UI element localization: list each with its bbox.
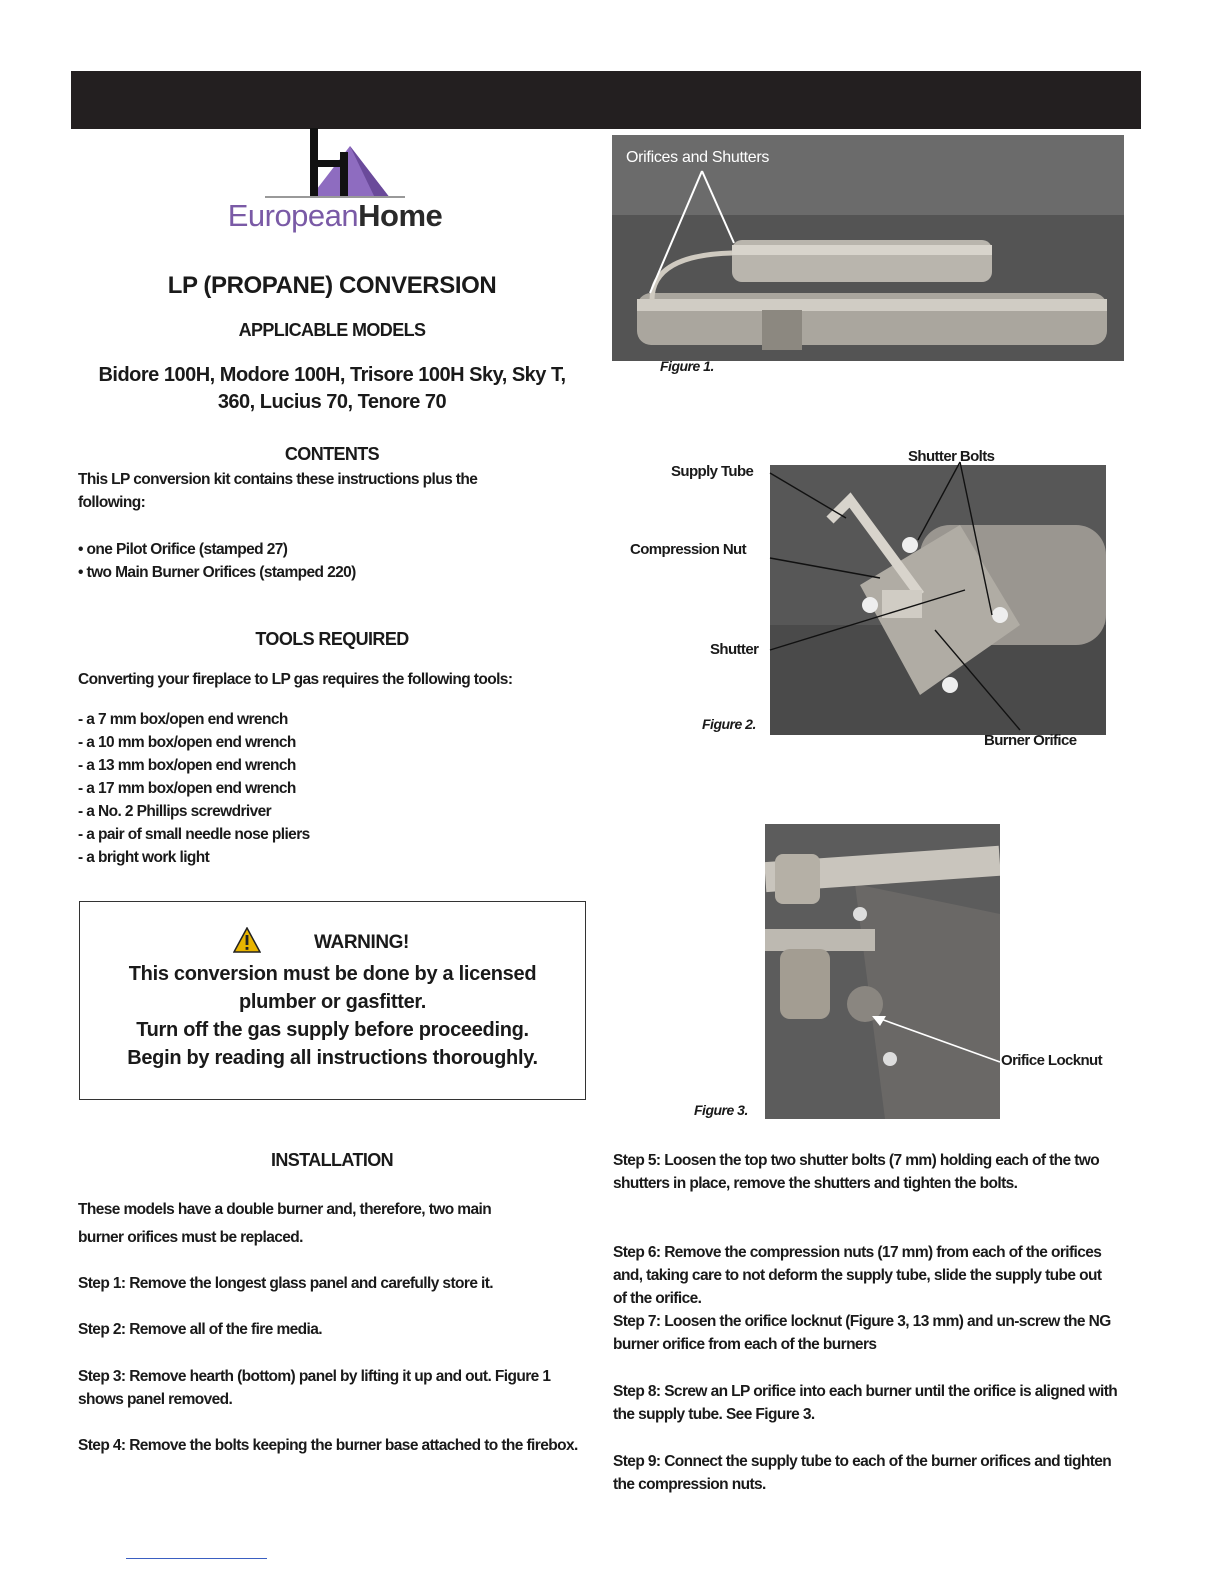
step-5 bbox=[613, 1149, 1118, 1195]
models-line-2: 360, Lucius 70, Tenore 70 bbox=[217, 391, 447, 413]
installation-heading: INSTALLATION bbox=[270, 1150, 394, 1170]
footer-rule bbox=[126, 1558, 267, 1559]
list-item: • one Pilot Orifice (stamped 27) bbox=[78, 541, 288, 558]
tools-list bbox=[78, 708, 578, 869]
tools-heading: TOOLS REQUIRED bbox=[255, 629, 409, 649]
figure-3-illustration bbox=[765, 824, 1000, 1119]
figure-3-photo bbox=[765, 824, 1000, 1119]
step-1 bbox=[78, 1272, 593, 1295]
contents-intro-line-2: following: bbox=[78, 494, 146, 511]
step-label: Step 4: bbox=[78, 1437, 126, 1454]
step-label: Step 5: bbox=[613, 1152, 661, 1169]
list-item: • two Main Burner Orifices (stamped 220) bbox=[78, 564, 356, 581]
contents-intro bbox=[78, 468, 598, 514]
list-item: - a bright work light bbox=[78, 849, 210, 866]
brand-bold: Home bbox=[358, 198, 443, 233]
applicable-models-heading: APPLICABLE MODELS bbox=[238, 320, 426, 340]
figure-1-caption: Figure 1. bbox=[660, 358, 714, 374]
warning-text bbox=[80, 960, 585, 1072]
figure-3-leader-line bbox=[860, 1000, 1010, 1070]
callout-shutter: Shutter bbox=[710, 641, 759, 658]
step-label: Step 6: bbox=[613, 1244, 661, 1261]
step-text: Remove the bolts keeping the burner base attached to the firebox. bbox=[125, 1437, 578, 1454]
step-7 bbox=[613, 1310, 1118, 1356]
step-label: Step 1: bbox=[78, 1275, 126, 1292]
figure-2-leader-lines bbox=[600, 440, 1120, 760]
list-item: - a No. 2 Phillips screwdriver bbox=[78, 803, 272, 820]
callout-burner-orifice: Burner Orifice bbox=[984, 732, 1077, 749]
step-label: Step 2: bbox=[78, 1321, 126, 1338]
callout-compression-nut: Compression Nut bbox=[630, 541, 747, 558]
list-item: - a 10 mm box/open end wrench bbox=[78, 734, 296, 751]
page-title: LP (PROPANE) CONVERSION bbox=[167, 272, 497, 299]
step-8 bbox=[613, 1380, 1118, 1426]
figure-1-label: Orifices and Shutters bbox=[626, 149, 770, 166]
tools-intro: Converting your fireplace to LP gas requires the following tools: bbox=[78, 671, 513, 688]
step-text: Remove all of the fire media. bbox=[125, 1321, 322, 1338]
list-item: - a 17 mm box/open end wrench bbox=[78, 780, 296, 797]
list-item: - a pair of small needle nose pliers bbox=[78, 826, 310, 843]
step-label: Step 8: bbox=[613, 1383, 661, 1400]
warning-line-1: This conversion must be done by a licensed bbox=[128, 963, 537, 985]
contents-intro-line-1: This LP conversion kit contains these instructions plus the bbox=[78, 471, 478, 488]
callout-orifice-locknut: Orifice Locknut bbox=[1001, 1052, 1103, 1069]
warning-line-4: Begin by reading all instructions thoroughly. bbox=[127, 1047, 538, 1069]
callout-supply-tube: Supply Tube bbox=[671, 463, 754, 480]
step-4 bbox=[78, 1434, 593, 1457]
step-text: Remove the compression nuts (17 mm) from each of the orifices and, taking care to not deform the supply tube, slide the supply tube out of the orifice. bbox=[613, 1244, 1102, 1307]
figure-2-caption: Figure 2. bbox=[702, 716, 756, 732]
contents-list bbox=[78, 538, 578, 584]
step-text: Remove the longest glass panel and carefully store it. bbox=[125, 1275, 494, 1292]
models-text bbox=[78, 362, 586, 416]
list-item: - a 7 mm box/open end wrench bbox=[78, 711, 288, 728]
step-label: Step 3: bbox=[78, 1368, 126, 1385]
step-text: Connect the supply tube to each of the burner orifices and tighten the compression nuts. bbox=[613, 1453, 1112, 1493]
contents-heading: CONTENTS bbox=[284, 444, 380, 464]
step-text: Loosen the top two shutter bolts (7 mm) holding each of the two shutters in place, remove the shutters and tighten the bolts. bbox=[613, 1152, 1100, 1192]
figure-1-illustration bbox=[612, 135, 1124, 361]
list-item: - a 13 mm box/open end wrench bbox=[78, 757, 296, 774]
warning-heading bbox=[80, 932, 585, 954]
step-label: Step 7: bbox=[613, 1313, 661, 1330]
step-text: Loosen the orifice locknut (Figure 3, 13 mm) and un-screw the NG burner orifice from each of the burners bbox=[613, 1313, 1111, 1353]
installation-intro-line-1: These models have a double burner and, therefore, two main bbox=[78, 1201, 492, 1218]
step-2 bbox=[78, 1318, 593, 1341]
step-text: Remove hearth (bottom) panel by lifting it up and out. Figure 1 shows panel removed. bbox=[78, 1368, 551, 1408]
installation-intro-line-2: burner orifices must be replaced. bbox=[78, 1229, 303, 1246]
step-label: Step 9: bbox=[613, 1453, 661, 1470]
step-6 bbox=[613, 1241, 1118, 1310]
warning-line-2: plumber or gasfitter. bbox=[238, 991, 427, 1013]
warning-heading-text: WARNING! bbox=[314, 932, 409, 953]
header-bar bbox=[71, 71, 1141, 129]
step-9 bbox=[613, 1450, 1118, 1496]
figure-3-caption: Figure 3. bbox=[694, 1102, 748, 1118]
callout-shutter-bolts: Shutter Bolts bbox=[908, 448, 995, 465]
brand-light: European bbox=[227, 198, 359, 233]
step-3 bbox=[78, 1365, 593, 1411]
installation-intro bbox=[78, 1196, 598, 1252]
figure-1-photo bbox=[612, 135, 1124, 361]
models-line-1: Bidore 100H, Modore 100H, Trisore 100H Sky, Sky T, bbox=[98, 364, 566, 386]
step-text: Screw an LP orifice into each burner until the orifice is aligned with the supply tube. See Figure 3. bbox=[613, 1383, 1118, 1423]
warning-line-3: Turn off the gas supply before proceeding. bbox=[136, 1019, 529, 1041]
brand-name bbox=[160, 198, 510, 234]
warning-box bbox=[79, 901, 586, 1100]
